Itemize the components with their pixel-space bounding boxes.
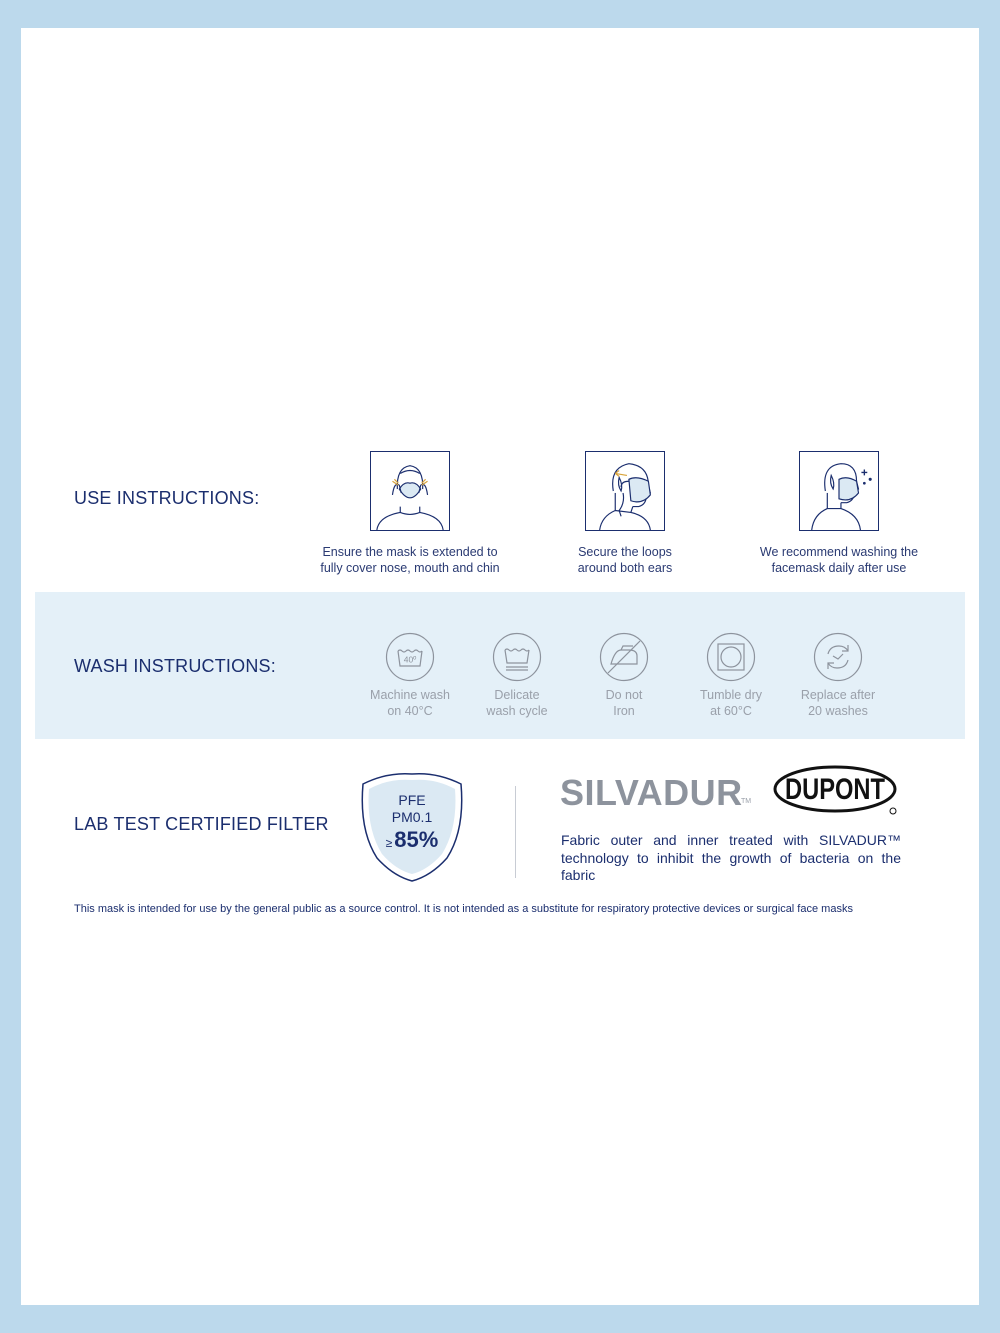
wash-temp-badge: 40º [403, 654, 417, 665]
ear-loop-icon [585, 451, 665, 531]
wash-caption-4a: Tumble dry [699, 688, 763, 702]
machine-wash-40-icon [385, 632, 435, 682]
wash-instructions-title: WASH INSTRUCTIONS: [74, 656, 276, 676]
wash-caption-3a: Do not [605, 688, 643, 702]
shield-pm-label: PM0.1 [391, 809, 433, 825]
wash-caption-5b: 20 washes [808, 703, 868, 718]
wash-caption-4b: at 60°C [710, 703, 752, 718]
clean-mask-icon [799, 451, 879, 531]
delicate-wash-icon [492, 632, 542, 682]
shield-ge-symbol: ≥ [385, 836, 393, 850]
wash-item-machine [355, 632, 465, 719]
wash-caption-2a: Delicate [494, 688, 540, 702]
section-divider [515, 786, 516, 878]
disclaimer-text: This mask is intended for use by the general public as a source control. It is not intended as a substitute for respiratory protective devices or surgical face masks [74, 903, 853, 915]
use-step-caption-1b: fully cover nose, mouth and chin [320, 560, 500, 575]
silvadur-logo: SILVADUR [560, 772, 743, 813]
fabric-description: Fabric outer and inner treated with SILVADUR™ technology to inhibit the growth of bacteria on the fabric [561, 832, 901, 883]
tumble-dry-icon [706, 632, 756, 682]
use-step-loops [515, 451, 735, 576]
replace-cycle-icon [813, 632, 863, 682]
silvadur-tm: TM [741, 798, 752, 805]
mask-extend-icon [370, 451, 450, 531]
wash-caption-1b: on 40°C [387, 703, 433, 718]
wash-item-delicate [462, 632, 572, 719]
lab-test-title: LAB TEST CERTIFIED FILTER [74, 814, 329, 834]
use-step-caption-3a: We recommend washing the [759, 545, 919, 559]
wash-item-replace [783, 632, 893, 719]
wash-instructions-band [35, 592, 965, 739]
use-step-wash-daily [729, 451, 949, 576]
pfe-shield-badge [357, 770, 467, 884]
dupont-logo [773, 765, 901, 815]
shield-value: 85% [394, 827, 439, 852]
do-not-iron-icon [599, 632, 649, 682]
use-step-extend [300, 451, 520, 576]
use-step-caption-2a: Secure the loops [578, 545, 672, 559]
wash-caption-5a: Replace after [800, 688, 876, 702]
product-sheet [21, 28, 979, 1305]
wash-item-no-iron [569, 632, 679, 719]
wash-caption-3b: Iron [613, 703, 635, 718]
use-step-caption-1a: Ensure the mask is extended to [322, 545, 498, 559]
wash-caption-1a: Machine wash [370, 688, 450, 702]
use-instructions-title: USE INSTRUCTIONS: [74, 488, 260, 508]
wash-item-tumble [676, 632, 786, 719]
use-step-caption-2b: around both ears [577, 560, 673, 575]
dupont-wordmark: DUPONT [785, 773, 885, 806]
shield-pfe-label: PFE [398, 792, 426, 808]
use-step-caption-3b: facemask daily after use [771, 560, 907, 575]
wash-caption-2b: wash cycle [486, 703, 548, 718]
